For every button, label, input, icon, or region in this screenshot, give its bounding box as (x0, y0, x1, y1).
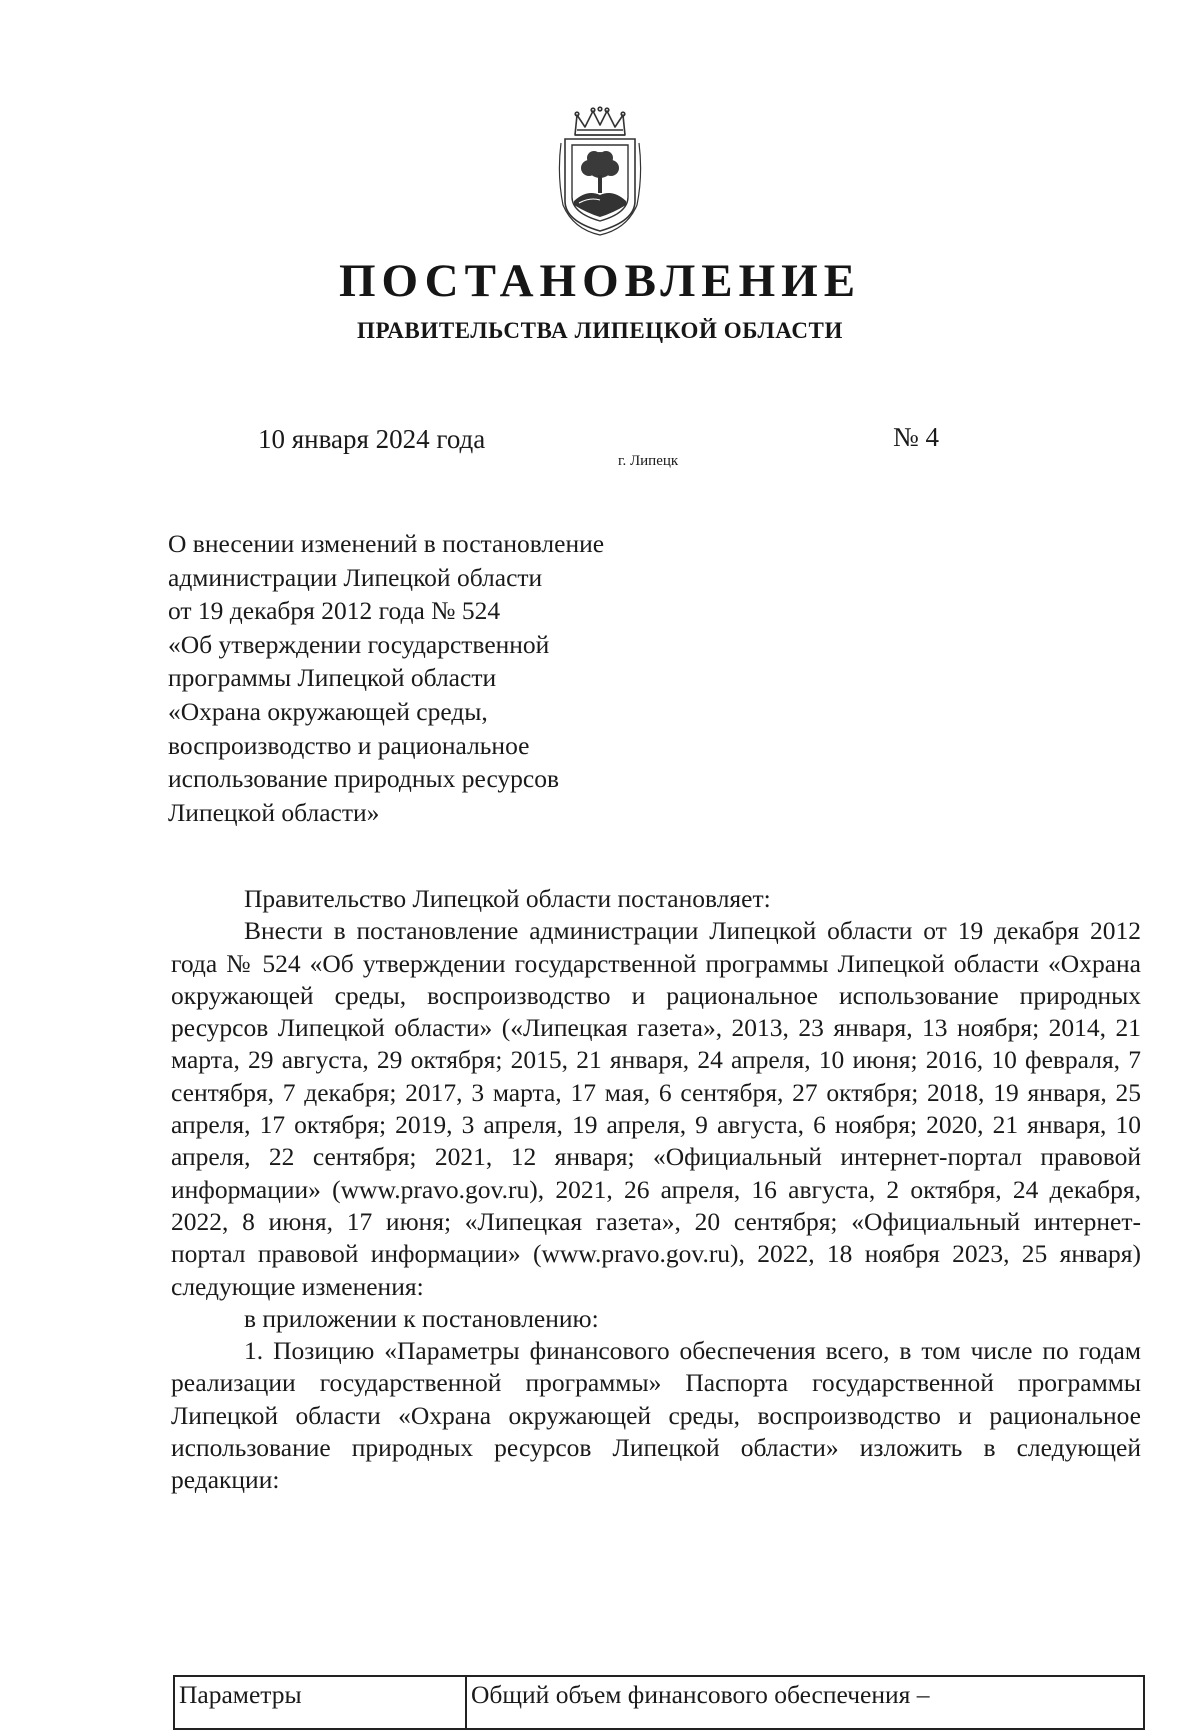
subject-line: воспроизводство и рациональное (168, 730, 530, 760)
table-cell: Общий объем финансового обеспечения – (466, 1676, 1144, 1729)
document-number: № 4 (893, 422, 940, 452)
document-title: ПОСТАНОВЛЕНИЕ (338, 255, 862, 307)
subject-line: О внесении изменений в постановление (168, 529, 605, 558)
subject-line: «Охрана окружающей среды, (168, 696, 488, 726)
main-paragraph: Внести в постановление администрации Липецкой области от 19 декабря 2012 года № 524 «Об утверждении государственной программы Липецкой области «Охрана окружающей среды, воспроизводство и рациональное использование природных ресурсов Липецкой области» («Липецкая газета», 2013, 23 января, 13 ноября; 2014, 21 марта, 29 августа, 29 октября; 2015, 21 января, 24 апреля, 10 июня; 2016, 10 февраля, 7 сентября, 7 декабря; 2017, 3 марта, 17 мая, 6 сентября, 27 октября; 2018, 19 января, 25 апреля, 17 октября; 2019, 3 апреля, 19 апреля, 9 августа, 6 ноября; 2020, 21 января, 10 апреля, 22 сентября; 2021, 12 января; «Официальный интернет-портал правовой информации» (www.pravo.gov.ru), 2021, 26 апреля, 16 августа, 2 октября, 24 декабря, 2022, 8 июня, 17 июня; «Липецкая газета», 20 сентября; «Официальный интернет-портал правовой информации» (www.pravo.gov.ru), 2022, 18 ноября 2023, 25 января) следующие изменения: (171, 916, 1141, 1301)
issuing-authority: ПРАВИТЕЛЬСТВА ЛИПЕЦКОЙ ОБЛАСТИ (357, 318, 843, 343)
intro-paragraph: Правительство Липецкой области постановляет: (244, 884, 771, 913)
document-date: 10 января 2024 года (258, 424, 486, 454)
parameters-table (173, 1675, 1145, 1730)
table-cell: Параметры (174, 1676, 466, 1729)
subject-line: от 19 декабря 2012 года № 524 (168, 596, 501, 626)
subject-line: Липецкой области» (168, 797, 380, 827)
document-subject (168, 527, 728, 829)
item-1-paragraph: 1. Позицию «Параметры финансового обеспечения всего, в том числе по годам реализации государственной программы» Паспорта государственной программы Липецкой области «Охрана окружающей среды, воспроизводство и рациональное использование природных ресурсов Липецкой области» изложить в следующей редакции: (171, 1336, 1141, 1495)
subject-line: программы Липецкой области (168, 663, 497, 693)
document-body (171, 883, 1141, 1497)
subject-line: «Об утверждении государственной (168, 629, 550, 659)
appendix-paragraph: в приложении к постановлению: (244, 1303, 599, 1333)
document-city: г. Липецк (618, 453, 679, 469)
lipetsk-coat-of-arms-icon (555, 105, 645, 237)
subject-line: администрации Липецкой области (168, 562, 543, 592)
table-row (174, 1676, 1144, 1729)
subject-line: использование природных ресурсов (168, 764, 560, 794)
